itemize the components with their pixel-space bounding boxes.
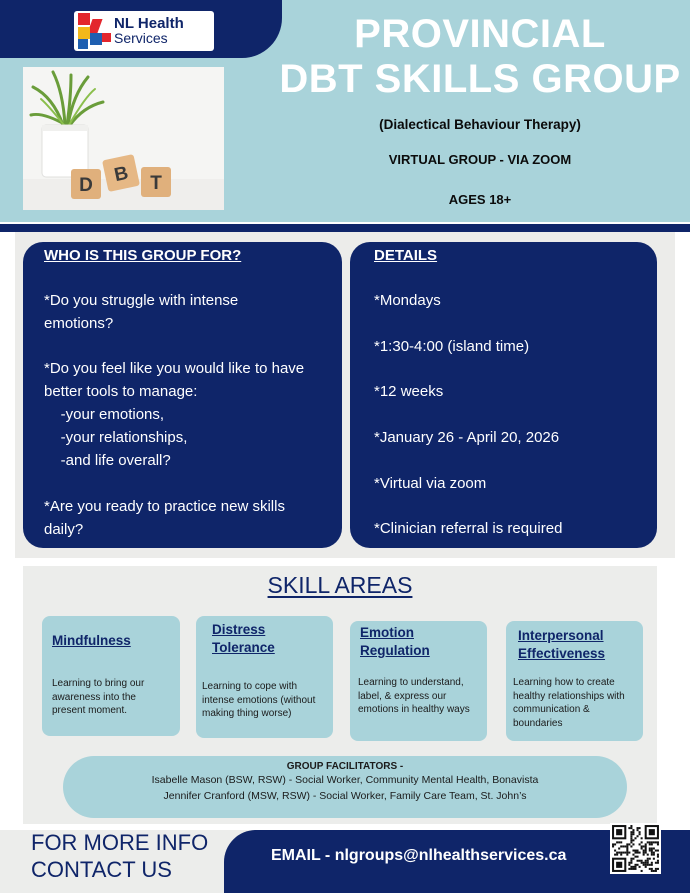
qr-code[interactable] [610,823,661,874]
skill-description: Learning how to create healthy relationships with communication & boundaries [513,677,625,729]
detail-item: *Mondays [374,292,441,309]
skill-description: Learning to cope with intense emotions (without making thing worse) [202,681,316,719]
facilitator-2: Jennifer Cranford (MSW, RSW) - Social Worker, Family Care Team, St. John’s [163,790,527,802]
who-question-3: *Are you ready to practice new skills daily? [44,498,285,538]
skill-name: Mindfulness [52,633,131,648]
who-card [23,242,342,548]
skill-description: Learning to bring our awareness into the present moment. [52,678,145,716]
plant-pot-image [23,67,224,210]
logo-line2: Services [114,30,168,46]
page-title [270,12,690,102]
skills-title: SKILL AREAS [267,572,413,598]
skill-name: Distress Tolerance [212,622,275,655]
facilitator-1: Isabelle Mason (BSW, RSW) - Social Worker, Community Mental Health, Bonavista [151,774,539,786]
skill-name: Interpersonal Effectiveness [518,628,606,661]
more-info-text: FOR MORE INFO CONTACT US [31,830,209,882]
detail-item: *Clinician referral is required [374,520,563,537]
nl-health-logo [74,11,214,51]
title-line1: PROVINCIAL [354,12,606,56]
logo-mark-icon [74,11,114,51]
facilitators-heading: GROUP FACILITATORS - [286,761,404,772]
logo-line1: NL Health [114,15,184,32]
details-heading: DETAILS [374,247,438,264]
qr-code-icon [610,823,661,874]
skill-card-emotion-regulation [350,621,487,741]
ages-text: AGES 18+ [448,192,512,207]
skill-name: Emotion Regulation [360,625,430,658]
detail-item: *1:30-4:00 (island time) [374,338,530,355]
title-line2: DBT SKILLS GROUP [279,57,681,101]
photo-letter-b: B [112,162,131,187]
skill-card-interpersonal-effectiveness [506,621,643,741]
dbt-blocks-photo [23,67,224,210]
skill-card-mindfulness [42,616,180,736]
divider-band [0,224,690,232]
details-card [350,242,657,548]
who-question-1: *Do you struggle with intense emotions? [44,292,239,332]
skill-description: Learning to understand, label, & express our emotions in healthy ways [358,677,470,715]
facilitators-box [63,756,627,818]
detail-item: *Virtual via zoom [374,475,487,492]
who-heading: WHO IS THIS GROUP FOR? [44,247,242,264]
email-link[interactable]: EMAIL - nlgroups@nlhealthservices.ca [271,847,567,864]
photo-letter-d: D [79,175,93,196]
detail-item: *January 26 - April 20, 2026 [374,429,560,446]
skill-card-distress-tolerance [196,616,333,738]
photo-letter-t: T [150,173,162,194]
who-question-2: *Do you feel like you would like to have better tools to manage: -your emotions, -your relationships, -and life overall? [44,360,305,469]
detail-item: *12 weeks [374,383,444,400]
format-text: VIRTUAL GROUP - VIA ZOOM [388,152,572,167]
subtitle: (Dialectical Behaviour Therapy) [379,117,581,132]
